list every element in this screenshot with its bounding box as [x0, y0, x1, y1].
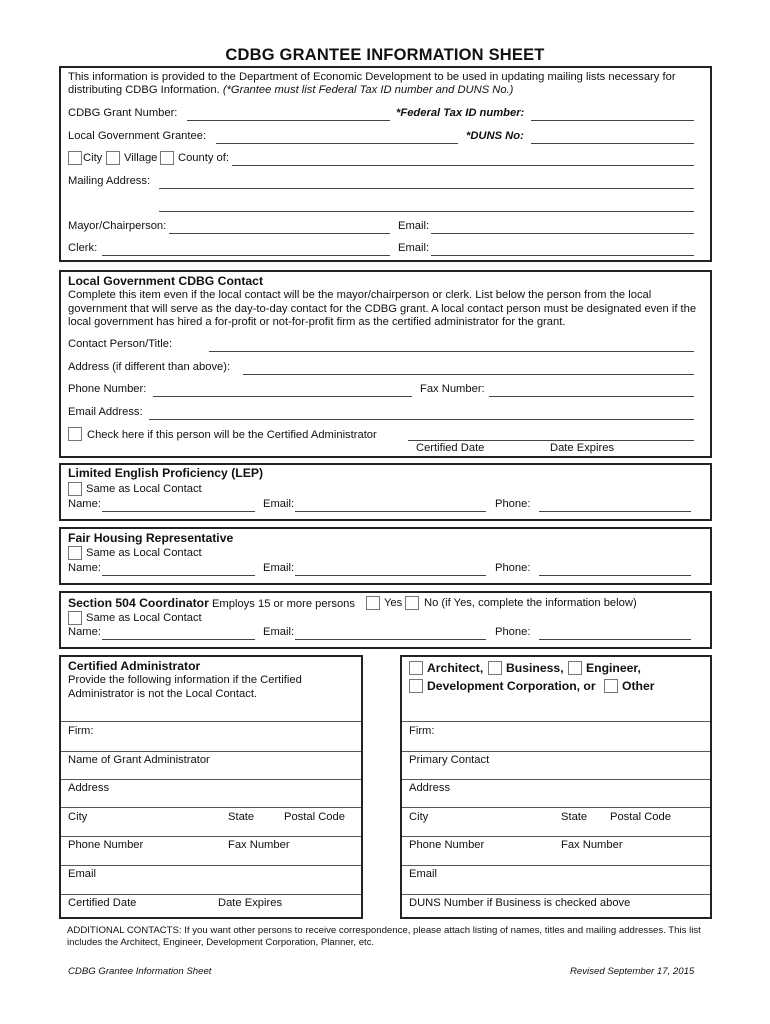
- county-checkbox[interactable]: [160, 151, 174, 165]
- fb-email-field[interactable]: Email: [409, 868, 437, 880]
- section-504-no-label: No (if Yes, complete the information below): [424, 597, 637, 609]
- clerk-field[interactable]: [102, 255, 390, 256]
- section-504-section: [59, 591, 712, 649]
- mayor-email-label: Email:: [398, 220, 430, 232]
- ca-certified-date-field[interactable]: Certified Date: [68, 897, 137, 909]
- certified-admin-checkbox[interactable]: [68, 427, 82, 441]
- duns-field[interactable]: [531, 143, 694, 144]
- lep-phone-label: Phone:: [495, 498, 531, 510]
- ca-phone-field[interactable]: Phone Number: [68, 839, 144, 851]
- federal-tax-id-label: *Federal Tax ID number:: [396, 107, 525, 119]
- divider: [402, 865, 710, 866]
- section-504-heading-row: [68, 596, 355, 610]
- footer-left: CDBG Grantee Information Sheet: [68, 966, 212, 977]
- mayor-email-field[interactable]: [431, 233, 694, 234]
- divider: [402, 721, 710, 722]
- mailing-address-label: Mailing Address:: [68, 175, 151, 187]
- fb-postal-field[interactable]: Postal Code: [610, 811, 671, 823]
- section-504-email-field[interactable]: [295, 639, 486, 640]
- devcorp-label: Development Corporation, or: [427, 679, 596, 693]
- clerk-label: Clerk:: [68, 242, 98, 254]
- contact-fax-field[interactable]: [489, 396, 694, 397]
- lep-name-field[interactable]: [102, 511, 255, 512]
- lep-section: [59, 463, 712, 521]
- section-504-same-label: Same as Local Contact: [86, 612, 202, 624]
- ca-state-field[interactable]: State: [228, 811, 255, 823]
- section-504-employs: Employs 15 or more persons: [211, 598, 355, 610]
- divider: [61, 751, 361, 752]
- city-label: City: [83, 152, 103, 164]
- lep-same-checkbox[interactable]: [68, 482, 82, 496]
- firm-type-section: [400, 655, 712, 919]
- county-field[interactable]: [232, 165, 694, 166]
- divider: [402, 894, 710, 895]
- divider: [402, 836, 710, 837]
- fair-housing-same-label: Same as Local Contact: [86, 547, 202, 559]
- contact-email-field[interactable]: [149, 419, 694, 420]
- certified-admin-description: Provide the following information if the Certified Administrator is not the Local Contact.: [68, 674, 302, 700]
- village-label: Village: [124, 152, 158, 164]
- fair-housing-email-label: Email:: [263, 562, 295, 574]
- business-checkbox[interactable]: [488, 661, 502, 675]
- mayor-field[interactable]: [169, 233, 390, 234]
- devcorp-checkbox[interactable]: [409, 679, 423, 693]
- section-504-no-checkbox[interactable]: [405, 596, 419, 610]
- ca-grant-admin-field[interactable]: Name of Grant Administrator: [68, 754, 210, 766]
- fair-housing-name-label: Name:: [68, 562, 101, 574]
- fair-housing-phone-field[interactable]: [539, 575, 691, 576]
- divider: [61, 865, 361, 866]
- clerk-email-label: Email:: [398, 242, 430, 254]
- county-label: County of:: [178, 152, 229, 164]
- mayor-label: Mayor/Chairperson:: [68, 220, 167, 232]
- certified-date-label: Certified Date: [416, 442, 485, 454]
- section-504-name-field[interactable]: [102, 639, 255, 640]
- section-504-yes-label: Yes: [384, 597, 403, 609]
- divider: [61, 721, 361, 722]
- ca-fax-field[interactable]: Fax Number: [228, 839, 290, 851]
- lep-email-field[interactable]: [295, 511, 486, 512]
- mailing-address-field[interactable]: [159, 188, 694, 189]
- contact-address-field[interactable]: [243, 374, 694, 375]
- federal-tax-id-field[interactable]: [531, 120, 694, 121]
- section-504-same-checkbox[interactable]: [68, 611, 82, 625]
- certified-admin-section: [59, 655, 363, 919]
- ca-firm-field[interactable]: Firm:: [68, 725, 94, 737]
- other-label: Other: [622, 679, 655, 693]
- fb-phone-field[interactable]: Phone Number: [409, 839, 485, 851]
- lep-phone-field[interactable]: [539, 511, 691, 512]
- contact-person-field[interactable]: [209, 351, 694, 352]
- grant-number-field[interactable]: [187, 120, 390, 121]
- ca-address-field[interactable]: Address: [68, 782, 110, 794]
- fair-housing-section: [59, 527, 712, 585]
- duns-label: *DUNS No:: [466, 130, 524, 142]
- mailing-address-field-2[interactable]: [159, 211, 694, 212]
- engineer-label: Engineer,: [586, 661, 641, 675]
- local-government-label: Local Government Grantee:: [68, 130, 207, 142]
- fb-duns-field[interactable]: DUNS Number if Business is checked above: [409, 897, 631, 909]
- fb-city-field[interactable]: City: [409, 811, 429, 823]
- section-504-email-label: Email:: [263, 626, 295, 638]
- village-checkbox[interactable]: [106, 151, 120, 165]
- business-label: Business,: [506, 661, 564, 675]
- fb-firm-field[interactable]: Firm:: [409, 725, 435, 737]
- divider: [61, 807, 361, 808]
- certified-admin-heading: Certified Administrator: [68, 659, 201, 673]
- section-504-yes-checkbox[interactable]: [366, 596, 380, 610]
- cdbg-contact-description: Complete this item even if the local contact will be the mayor/chairperson or clerk. List below the person from the local government that will serve as the day-to-day contact for the CDBG grant. A local contact person must be designated even if the local government has hired a for-profit or not-for-profit firm as the certified administrator for the grant.: [68, 289, 697, 329]
- fair-housing-phone-label: Phone:: [495, 562, 531, 574]
- ca-city-field[interactable]: City: [68, 811, 88, 823]
- grantee-section: [59, 66, 712, 262]
- contact-phone-label: Phone Number:: [68, 383, 147, 395]
- architect-checkbox[interactable]: [409, 661, 423, 675]
- contact-fax-label: Fax Number:: [420, 383, 485, 395]
- fair-housing-email-field[interactable]: [295, 575, 486, 576]
- grant-number-label: CDBG Grant Number:: [68, 107, 178, 119]
- date-expires-label: Date Expires: [550, 442, 615, 454]
- contact-phone-field[interactable]: [153, 396, 412, 397]
- divider: [61, 894, 361, 895]
- divider: [61, 836, 361, 837]
- fb-state-field[interactable]: State: [561, 811, 588, 823]
- fb-fax-field[interactable]: Fax Number: [561, 839, 623, 851]
- footer-right: Revised September 17, 2015: [570, 966, 695, 977]
- local-government-field[interactable]: [216, 143, 458, 144]
- divider: [61, 779, 361, 780]
- divider: [402, 779, 710, 780]
- section-504-phone-field[interactable]: [539, 639, 691, 640]
- additional-contacts-note: ADDITIONAL CONTACTS: If you want other persons to receive correspondence, please attach listing of names, titles and mailing addresses. This list includes the Architect, Engineer, Development Corporation, Planner, etc.: [67, 925, 701, 948]
- page-title: CDBG GRANTEE INFORMATION SHEET: [225, 46, 545, 64]
- divider: [402, 751, 710, 752]
- ca-date-expires-field[interactable]: Date Expires: [218, 897, 283, 909]
- certified-admin-check-label: Check here if this person will be the Certified Administrator: [87, 429, 377, 441]
- cdbg-contact-section: [59, 270, 712, 458]
- section-504-name-label: Name:: [68, 626, 101, 638]
- certified-date-field[interactable]: [408, 440, 694, 441]
- lep-email-label: Email:: [263, 498, 295, 510]
- fair-housing-heading: Fair Housing Representative: [68, 531, 234, 545]
- contact-person-label: Contact Person/Title:: [68, 338, 173, 350]
- cdbg-contact-heading: Local Government CDBG Contact: [68, 274, 264, 288]
- lep-same-label: Same as Local Contact: [86, 483, 202, 495]
- contact-email-label: Email Address:: [68, 406, 143, 418]
- lep-heading: Limited English Proficiency (LEP): [68, 466, 264, 480]
- city-checkbox[interactable]: [68, 151, 82, 165]
- other-checkbox[interactable]: [604, 679, 618, 693]
- section-504-heading: Section 504 Coordinator: [68, 596, 209, 610]
- divider: [402, 807, 710, 808]
- lep-name-label: Name:: [68, 498, 101, 510]
- architect-label: Architect,: [427, 661, 484, 675]
- fair-housing-same-checkbox[interactable]: [68, 546, 82, 560]
- fb-address-field[interactable]: Address: [409, 782, 451, 794]
- contact-address-label: Address (if different than above):: [68, 361, 231, 373]
- engineer-checkbox[interactable]: [568, 661, 582, 675]
- fb-primary-contact-field[interactable]: Primary Contact: [409, 754, 490, 766]
- fair-housing-name-field[interactable]: [102, 575, 255, 576]
- intro-text: This information is provided to the Department of Economic Development to be used in updating mailing lists necessary for distributing CDBG Information. (*Grantee must list Federal Tax ID number and DUNS No.): [68, 71, 676, 96]
- ca-email-field[interactable]: Email: [68, 868, 96, 880]
- clerk-email-field[interactable]: [431, 255, 694, 256]
- ca-postal-field[interactable]: Postal Code: [284, 811, 345, 823]
- section-504-phone-label: Phone:: [495, 626, 531, 638]
